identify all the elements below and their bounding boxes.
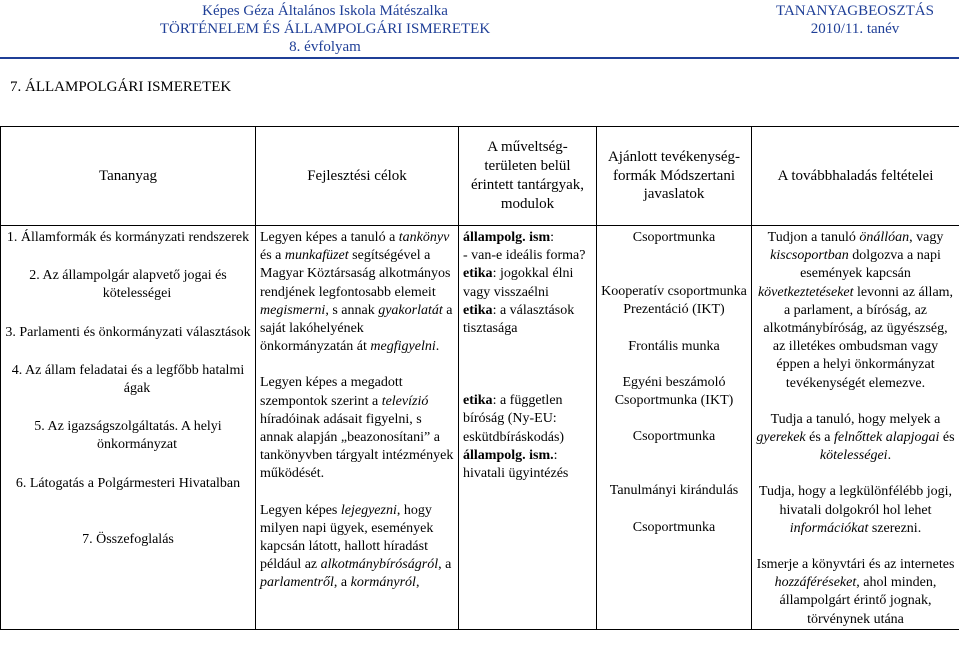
method-item: Tanulmányi kirándulás: [609, 483, 739, 499]
goal-paragraph: Legyen képes a tanuló a tankönyv és a munkafüzet segítségével a Magyar Köztársaság alkotmányos rendjének legfontosabb elemeit megismerni, s annak gyakorlatát a saját lakóhelyének önkormányzatán át megfigyelni.: [260, 230, 453, 355]
condition-paragraph: Tudja, hogy a legkülönfélébb jogi, hivatali dolgokról hol lehet információkat szerezni.: [758, 484, 953, 536]
col-header-goals: Fejlesztési célok: [256, 127, 459, 226]
method-item: Prezentáció (IKT): [623, 302, 725, 318]
page-header: [0, 0, 959, 57]
condition-paragraph: Tudjon a tanuló önállóan, vagy kiscsoportban dolgozva a napi események kapcsán következtetéseket levonni az állam, a parlament, a bíróság, az alkotmánybíróság, az ügyészség, az illetékes ombudsman vagy éppen a helyi önkormányzat tevékenységét elemezve.: [757, 230, 954, 391]
table-header-row: [1, 127, 959, 226]
topics-cell: [1, 226, 256, 630]
grade-label: 8. évfolyam: [289, 39, 361, 55]
subject-entry: állampolg. ism:: [463, 230, 555, 245]
method-item: Frontális munka: [628, 338, 720, 354]
methods-cell: [597, 226, 752, 630]
subjects-cell: [459, 226, 597, 630]
conditions-cell: [752, 226, 959, 630]
subject-entry: etika: a választások tisztasága: [463, 302, 575, 337]
topic-item: 4. Az állam feladatai és a legfőbb hatalmi ágak: [11, 362, 245, 397]
school-year: 2010/11. tanév: [810, 21, 900, 37]
method-item: Csoportmunka: [632, 230, 716, 245]
method-item: Csoportmunka: [632, 429, 716, 445]
curriculum-table: [0, 126, 959, 630]
col-header-methods-text: Ajánlott tevékenység-formák Módszertani javaslatok: [607, 148, 741, 203]
col-header-subjects: [459, 127, 597, 226]
topic-item: 7. Összefoglalás: [82, 531, 174, 547]
topic-item: 1. Államformák és kormányzati rendszerek: [6, 230, 250, 245]
method-item: Egyéni beszámoló: [622, 374, 726, 390]
condition-paragraph: Ismerje a könyvtári és az internetes hozzáféréseket, ahol minden, állampolgárt érintő jognak, törvénynek utána: [756, 557, 955, 627]
topic-item: 6. Látogatás a Polgármesteri Hivatalban: [15, 475, 241, 491]
method-item: Csoportmunka (IKT): [614, 393, 734, 409]
subject-entry: állampolg. ism.:: [463, 447, 558, 463]
header-right: [755, 2, 955, 38]
topic-item: 2. Az állampolgár alapvető jogai és kötelességei: [29, 268, 227, 302]
col-header-methods: [597, 127, 752, 226]
topic-item: 5. Az igazságszolgáltatás. A helyi önkormányzat: [34, 419, 222, 453]
condition-paragraph: Tudja a tanuló, hogy melyek a gyerekek és a felnőttek alapjogai és kötelességei.: [756, 411, 955, 464]
goal-paragraph: Legyen képes lejegyezni, hogy milyen napi ügyek, események kapcsán látott, hallott híradást például az alkotmánybíróságról, a parlamentről, a kormányról,: [260, 502, 452, 591]
goal-paragraph: Legyen képes a megadott szempontok szerint a televízió híradóinak adásait figyelni, s annak alapján „beazonosítani” a tankönyvben tárgyalt intézmények működését.: [260, 375, 454, 482]
topic-list: [5, 229, 251, 549]
header-divider: [0, 57, 959, 59]
table-row: [1, 226, 959, 630]
section-title: 7. ÁLLAMPOLGÁRI ISMERETEK: [10, 79, 232, 95]
subject-entry: etika: jogokkal élni vagy visszaélni: [463, 266, 574, 300]
subject-entry: etika: a független bíróság (Ny-EU: eskütdbíráskodás): [463, 393, 565, 445]
header-left: [0, 2, 650, 56]
col-header-conditions: A továbbhaladás feltételei: [752, 127, 959, 226]
method-item: Csoportmunka: [632, 519, 716, 535]
goals-cell: [256, 226, 459, 630]
col-header-topic: Tananyag: [1, 127, 256, 226]
method-item: Kooperatív csoportmunka: [601, 284, 747, 300]
doc-type: TANANYAGBEOSZTÁS: [776, 3, 934, 19]
subject-entry: - van-e ideális forma?: [463, 248, 586, 264]
school-name: Képes Géza Általános Iskola Mátészalka: [202, 3, 448, 19]
subject-entry: hivatali ügyintézés: [463, 466, 569, 482]
topic-item: 3. Parlamenti és önkormányzati választások: [5, 324, 251, 340]
subject-title: TÖRTÉNELEM ÉS ÁLLAMPOLGÁRI ISMERETEK: [159, 21, 491, 37]
col-header-subjects-text: A műveltség-területen belül érintett tantárgyak, modulok: [470, 139, 584, 212]
